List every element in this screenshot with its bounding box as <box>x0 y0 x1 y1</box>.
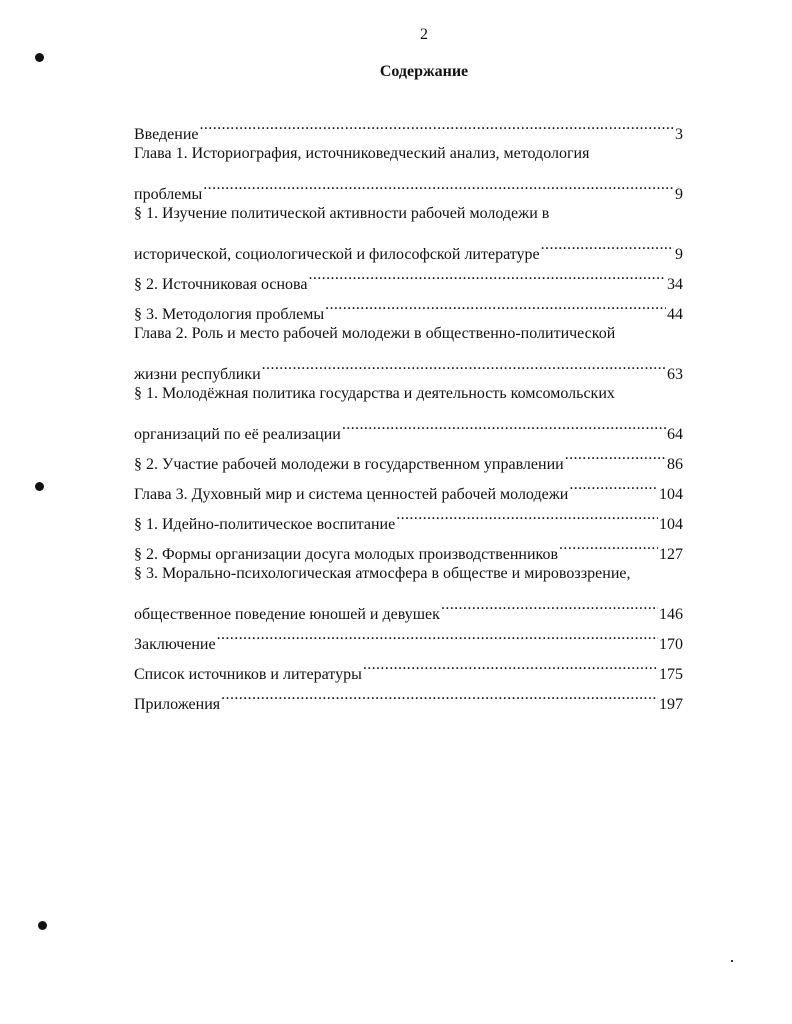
page-title: Содержание <box>379 63 469 80</box>
punch-hole-mark <box>38 921 47 930</box>
toc-page-number: 64 <box>667 426 683 443</box>
dot-leader <box>262 349 666 379</box>
toc-page-number: 9 <box>675 186 683 203</box>
toc-entry-final-line <box>134 349 683 383</box>
toc-entry[interactable] <box>134 319 683 383</box>
dot-leader <box>221 679 658 709</box>
toc-entry-text: Глава 1. Историография, источниковедческий анализ, методология <box>134 145 590 162</box>
toc-entry[interactable] <box>134 619 683 653</box>
dot-leader <box>342 409 666 439</box>
toc-entry[interactable] <box>134 139 683 203</box>
toc-entry-text: Глава 3. Духовный мир и система ценностей рабочей молодежи <box>134 486 569 503</box>
toc-page-number: 3 <box>675 126 683 143</box>
toc-entry-text: § 1. Молодёжная политика государства и деятельность комсомольских <box>134 385 615 402</box>
toc-entry[interactable] <box>134 199 683 263</box>
scan-speck <box>731 960 733 962</box>
toc-page-number: 44 <box>667 306 683 323</box>
dot-leader <box>200 109 675 139</box>
toc-entry-final-line <box>134 169 683 203</box>
toc-entry-line <box>134 199 683 229</box>
toc-entry-text: жизни республики <box>134 366 261 383</box>
page-number: 2 <box>420 26 428 43</box>
toc-page-number: 63 <box>667 366 683 383</box>
toc-entry-text: Приложения <box>134 696 221 713</box>
toc-page-number: 197 <box>659 696 683 713</box>
toc-entry-text: § 3. Морально-психологическая атмосфера в обществе и мировоззрение, <box>134 565 631 582</box>
toc-page-number: 146 <box>659 606 683 623</box>
dot-leader <box>559 529 658 559</box>
toc-entry-text: организаций по её реализации <box>134 426 341 443</box>
toc-page-number: 9 <box>675 246 683 263</box>
dot-leader <box>308 259 666 289</box>
toc-entry-text: § 1. Идейно-политическое воспитание <box>134 516 396 533</box>
punch-hole-mark <box>35 53 44 62</box>
dot-leader <box>569 469 658 499</box>
toc-entry-text: § 2. Участие рабочей молодежи в государственном управлении <box>134 456 564 473</box>
toc-entry-text: § 2. Источниковая основа <box>134 276 308 293</box>
dot-leader <box>565 439 666 469</box>
dot-leader <box>363 649 658 679</box>
toc-entry-final-line <box>134 619 683 653</box>
toc-entry-final-line <box>134 649 683 683</box>
table-of-contents <box>134 109 683 713</box>
toc-entry-text: общественное поведение юношей и девушек <box>134 606 440 623</box>
toc-page-number: 170 <box>659 636 683 653</box>
toc-entry-final-line <box>134 409 683 443</box>
dot-leader <box>203 169 674 199</box>
toc-entry-text: § 1. Изучение политической активности рабочей молодежи в <box>134 205 550 222</box>
dot-leader <box>396 499 658 529</box>
toc-entry-text: Заключение <box>134 636 216 653</box>
dot-leader <box>217 619 658 649</box>
toc-entry-final-line <box>134 589 683 623</box>
toc-entry-final-line <box>134 109 683 143</box>
toc-page-number: 104 <box>659 516 683 533</box>
dot-leader <box>325 289 666 319</box>
dot-leader <box>541 229 674 259</box>
toc-entry-text: § 2. Формы организации досуга молодых производственников <box>134 546 559 563</box>
toc-page-number: 86 <box>667 456 683 473</box>
toc-entry-text: Список источников и литературы <box>134 666 362 683</box>
toc-page-number: 34 <box>667 276 683 293</box>
toc-entry-line <box>134 379 683 409</box>
punch-hole-mark <box>35 482 44 491</box>
toc-page-number: 127 <box>659 546 683 563</box>
toc-entry-final-line <box>134 229 683 263</box>
toc-entry-line <box>134 319 683 349</box>
toc-entry[interactable] <box>134 379 683 443</box>
toc-entry-line <box>134 559 683 589</box>
toc-entry-text: исторической, социологической и философской литературе <box>134 246 540 263</box>
toc-entry-text: Глава 2. Роль и место рабочей молодежи в общественно-политической <box>134 325 616 342</box>
toc-entry-text: проблемы <box>134 186 203 203</box>
toc-entry[interactable] <box>134 559 683 623</box>
dot-leader <box>441 589 658 619</box>
toc-entry-text: Введение <box>134 126 199 143</box>
toc-entry-text: § 3. Методология проблемы <box>134 306 325 323</box>
toc-page-number: 175 <box>659 666 683 683</box>
toc-entry-line <box>134 139 683 169</box>
toc-entry[interactable] <box>134 109 683 143</box>
toc-entry[interactable] <box>134 649 683 683</box>
toc-page-number: 104 <box>659 486 683 503</box>
